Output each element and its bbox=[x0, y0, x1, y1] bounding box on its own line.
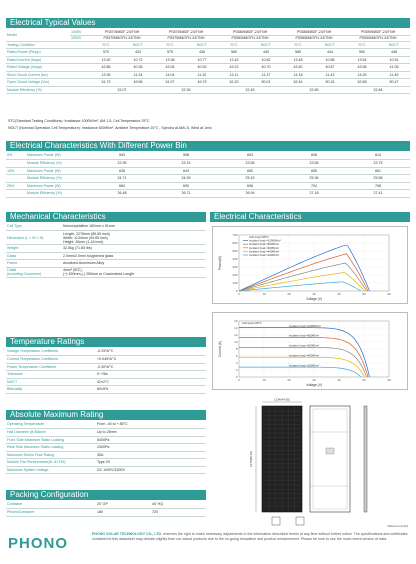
temperature-value: 0~+5w bbox=[96, 371, 206, 379]
bin-cell: 696 bbox=[218, 182, 282, 190]
module-drawing bbox=[212, 396, 408, 528]
x-tick-label: 20 bbox=[287, 378, 291, 382]
bin-cell: 650 bbox=[218, 167, 282, 175]
legend-item: Incident Irrad.=800W/m² bbox=[249, 242, 280, 247]
note-noct: NOCT (Nominal Operation Cell Temperature): Irradiance 800W/m², Ambient Temperature 20°C , Spectra at AM1.5, Wind at 1m/s bbox=[8, 126, 212, 130]
typical-cell: 41.05 bbox=[378, 64, 410, 72]
y-tick-label: 12 bbox=[234, 333, 238, 337]
typical-cell: 575 bbox=[154, 49, 186, 57]
bin-row bbox=[6, 160, 410, 168]
packing-header: Container bbox=[6, 501, 96, 509]
side-profile bbox=[364, 406, 367, 512]
bin-cell: 24.93 bbox=[154, 175, 218, 183]
section-temperature: Temperature Ratings bbox=[6, 337, 206, 347]
typical-cell: 10.82 bbox=[250, 56, 282, 64]
legend-item: Incident Irrad.=1000W/m² bbox=[289, 323, 321, 328]
y-tick-label: 4 bbox=[235, 361, 238, 365]
noct-label: NOCT bbox=[250, 41, 282, 49]
typical-cell: 444 bbox=[314, 49, 346, 57]
bin-cell: 26.48 bbox=[90, 190, 154, 198]
bin-cell: 23.15 bbox=[154, 160, 218, 168]
typical-cell: 14.25 bbox=[346, 71, 378, 79]
typical-cell: 43.58 bbox=[346, 64, 378, 72]
absolute-value: Type 29 bbox=[96, 459, 206, 467]
typical-cell: 22.84 bbox=[346, 86, 410, 94]
model-1000-4: PS590M8GF-24/TNH bbox=[346, 29, 410, 35]
typical-data-row bbox=[6, 79, 410, 87]
temperature-label: Power Temperature Coefficient bbox=[6, 363, 96, 371]
back-view-panel bbox=[310, 406, 350, 512]
y-tick-label: 0 bbox=[235, 375, 238, 379]
temperature-row bbox=[6, 363, 206, 371]
typical-data-row bbox=[6, 86, 410, 94]
absolute-label: Front Side Maximum Static Loading bbox=[6, 436, 96, 444]
absolute-value: DC 1000V/1500V bbox=[96, 466, 206, 474]
y-tick-label: 300 bbox=[232, 265, 238, 269]
mechanical-value: 32.5kg (71.65 lbs) bbox=[62, 245, 206, 253]
typical-cell: 22.45 bbox=[218, 86, 282, 94]
legend-item: Incident Irrad.=400W/m² bbox=[249, 249, 280, 254]
bin-cell: 702 bbox=[282, 182, 346, 190]
temperature-value: 80±5% bbox=[96, 386, 206, 394]
typical-row-label: Rated Voltage (Vmpp) bbox=[6, 64, 90, 72]
y-tick-label: 500 bbox=[232, 249, 238, 253]
bin-percent: 15% bbox=[6, 167, 26, 175]
bin-cell: 638 bbox=[90, 167, 154, 175]
typical-cell: 448 bbox=[378, 49, 410, 57]
typical-cell: 585 bbox=[282, 49, 314, 57]
bin-cell: 598 bbox=[154, 152, 218, 160]
footer-disclaimer bbox=[92, 532, 408, 542]
temperature-label: Tolerance bbox=[6, 371, 96, 379]
typical-data-row bbox=[6, 49, 410, 57]
typical-cell: 10.72 bbox=[122, 56, 154, 64]
typical-cell: 440 bbox=[250, 49, 282, 57]
packing-cell: 180 bbox=[96, 509, 151, 517]
y-tick-label: 400 bbox=[232, 257, 238, 261]
junction-box bbox=[326, 448, 334, 454]
absolute-row bbox=[6, 429, 206, 437]
temperature-value: -0.25%/°C bbox=[96, 348, 206, 356]
bin-cell: 27.41 bbox=[346, 190, 410, 198]
absolute-label: Module Fire Performance(UL 61730) bbox=[6, 459, 96, 467]
absolute-table bbox=[6, 421, 206, 474]
typical-cell: 22.26 bbox=[154, 86, 218, 94]
bin-row-label: Module Efficiency (%) bbox=[26, 175, 90, 183]
legend-item: Incident Irrad.=200W/m² bbox=[249, 253, 280, 257]
bin-cell: 27.18 bbox=[282, 190, 346, 198]
packing-header: 40' HQ bbox=[151, 501, 206, 509]
testing-condition-label: Testing Condition bbox=[6, 41, 90, 49]
mechanical-label: Cell Type bbox=[6, 223, 62, 231]
typical-cell: 52.20 bbox=[218, 79, 250, 87]
voltage-1000: 1000V bbox=[70, 29, 90, 35]
legend-item: Incident Irrad.=600W/m² bbox=[289, 343, 320, 348]
y-tick-label: 100 bbox=[232, 281, 238, 285]
typical-cell: 40.36 bbox=[122, 64, 154, 72]
legend-item: Cell temp=25°C bbox=[249, 235, 269, 239]
model-label: Model bbox=[6, 29, 70, 41]
packing-table bbox=[6, 501, 206, 517]
x-axis-label: Voltage (V) bbox=[306, 297, 322, 301]
bin-row-label: Maximum Power (W) bbox=[26, 182, 90, 190]
bin-table bbox=[6, 152, 410, 198]
temperature-row bbox=[6, 348, 206, 356]
footer-text: reserves the right to make necessary adjustments to the information described herein at any time without further notice. The specifications and certificates contained in this datasheet may deviate slightly from our actual products due to the on-going innovation and product enhancement. Please be sure to use the most recent version of data. bbox=[92, 532, 408, 541]
section-electrical-typical: Electrical Typical Values bbox=[6, 18, 410, 28]
x-tick-label: 40 bbox=[337, 378, 341, 382]
legend-item: Incident Irrad.=1000W/m² bbox=[249, 238, 281, 243]
mechanical-label: Weight bbox=[6, 245, 62, 253]
typical-cell: 10.91 bbox=[378, 56, 410, 64]
absolute-value: Up to 25mm bbox=[96, 429, 206, 437]
mechanical-value: Anodized Aluminium Alloy bbox=[62, 260, 206, 268]
series-line-4 bbox=[239, 367, 361, 377]
typical-cell: 52.44 bbox=[282, 79, 314, 87]
model-1500-2: PS580M8GFH-24/TNH bbox=[218, 35, 282, 41]
mechanical-label: Cable (Including Connector) bbox=[6, 267, 62, 277]
height-dimension-label: 2278(89.69) bbox=[249, 450, 253, 468]
model-1000-1: PS575M8GF-24/TNH bbox=[154, 29, 218, 35]
mechanical-label: Frame bbox=[6, 260, 62, 268]
noct-label: NOCT bbox=[314, 41, 346, 49]
typical-cell: 10.86 bbox=[314, 56, 346, 64]
mechanical-label: Glass bbox=[6, 252, 62, 260]
series-line-2 bbox=[239, 347, 367, 377]
module-drawing-svg bbox=[212, 396, 408, 528]
bin-row bbox=[6, 182, 410, 190]
packing-header: 20' GP bbox=[96, 501, 151, 509]
bin-percent: 5% bbox=[6, 152, 26, 160]
bin-percent: 25% bbox=[6, 182, 26, 190]
temperature-value: +0.045%/°C bbox=[96, 356, 206, 364]
absolute-row bbox=[6, 421, 206, 429]
bin-cell: 593 bbox=[90, 152, 154, 160]
mechanical-value: 4mm² (IEC), (+) 450mm,(-) 250mm or Customized Length bbox=[62, 267, 206, 277]
bin-cell: 603 bbox=[218, 152, 282, 160]
absolute-row bbox=[6, 466, 206, 474]
mechanical-row bbox=[6, 252, 206, 260]
mechanical-value: 2.0mm/2.0mm toughened glass bbox=[62, 252, 206, 260]
section-packing: Packing Configuration bbox=[6, 490, 206, 500]
bin-cell: 25.15 bbox=[218, 175, 282, 183]
typical-cell: 50.47 bbox=[378, 79, 410, 87]
y-axis-label: Power(W) bbox=[218, 255, 222, 271]
absolute-label: Operating Temperature bbox=[6, 421, 96, 429]
x-tick-label: 50 bbox=[362, 378, 366, 382]
bin-cell: 25.58 bbox=[346, 175, 410, 183]
legend-item: Incident Irrad.=800W/m² bbox=[289, 333, 320, 338]
current-voltage-chart bbox=[212, 312, 408, 390]
section-mechanical: Mechanical Characteristics bbox=[6, 212, 206, 222]
bin-row-label: Maximum Power (W) bbox=[26, 167, 90, 175]
typical-row-label: Open Circuit Voltage (Voc) bbox=[6, 79, 90, 87]
bin-cell: 23.55 bbox=[282, 160, 346, 168]
typical-cell: 50.01 bbox=[250, 79, 282, 87]
y-axis-label: Current (A) bbox=[218, 341, 222, 357]
bin-cell: 23.55 bbox=[218, 160, 282, 168]
mechanical-value: Length: 2278mm (89.69 inch) Width: 1134mm (44.65 inch) Height: 30mm (1.18 inch) bbox=[62, 231, 206, 245]
legend-item: Incident Irrad.=600W/m² bbox=[249, 245, 280, 250]
typical-cell: 52.68 bbox=[346, 79, 378, 87]
typical-cell: 11.49 bbox=[378, 71, 410, 79]
temperature-row bbox=[6, 386, 206, 394]
typical-cell: 50.24 bbox=[314, 79, 346, 87]
typical-cell: 13.48 bbox=[282, 56, 314, 64]
bin-percent bbox=[6, 175, 26, 183]
absolute-value: 2400Pa bbox=[96, 444, 206, 452]
y-tick-label: 14 bbox=[234, 326, 238, 330]
x-tick-label: 10 bbox=[262, 292, 266, 296]
x-tick-label: 0 bbox=[238, 378, 240, 382]
typical-cell: 590 bbox=[346, 49, 378, 57]
typical-cell: 49.79 bbox=[186, 79, 218, 87]
typical-data-row bbox=[6, 56, 410, 64]
absolute-row bbox=[6, 459, 206, 467]
temperature-label: Current Temperature Coefficient bbox=[6, 356, 96, 364]
legend-item: Incident Irrad.=200W/m² bbox=[289, 363, 320, 368]
section-absolute: Absolute Maximum Rating bbox=[6, 410, 206, 420]
bin-row bbox=[6, 175, 410, 183]
bin-cell: 690 bbox=[154, 182, 218, 190]
bin-row bbox=[6, 152, 410, 160]
bin-row bbox=[6, 167, 410, 175]
mechanical-value: Monocrystalline 182mm x 91mm bbox=[62, 223, 206, 231]
typical-cell: 51.73 bbox=[90, 79, 122, 87]
x-tick-label: 0 bbox=[238, 292, 240, 296]
absolute-row bbox=[6, 451, 206, 459]
temperature-label: Bifaciality bbox=[6, 386, 96, 394]
absolute-label: Maximum Series Fuse Rating bbox=[6, 451, 96, 459]
noct-label: NOCT bbox=[122, 41, 154, 49]
absolute-label: Hail Diameter @ 80km/h bbox=[6, 429, 96, 437]
bin-percent bbox=[6, 160, 26, 168]
model-1500-0: PS570M8GFH-24/TNH bbox=[90, 35, 154, 41]
y-tick-label: 6 bbox=[235, 354, 238, 358]
absolute-value: 30A bbox=[96, 451, 206, 459]
typical-cell: 43.22 bbox=[218, 64, 250, 72]
typical-cell: 10.77 bbox=[186, 56, 218, 64]
bin-cell: 26.94 bbox=[218, 190, 282, 198]
unit-note: Note:mm (inch) bbox=[387, 524, 408, 528]
x-tick-label: 60 bbox=[387, 292, 391, 296]
width-dimension-label: 1134(44.65) bbox=[274, 397, 290, 402]
temperature-value: -0.30%/°C bbox=[96, 363, 206, 371]
absolute-row bbox=[6, 444, 206, 452]
bin-cell: 655 bbox=[282, 167, 346, 175]
typical-cell: 42.86 bbox=[90, 64, 122, 72]
series-line-4 bbox=[239, 282, 361, 291]
temperature-value: 42±2°C bbox=[96, 378, 206, 386]
bin-cell: 26.71 bbox=[154, 190, 218, 198]
model-1000-3: PS585M8GF-24/TNH bbox=[282, 29, 346, 35]
typical-cell: 14.11 bbox=[218, 71, 250, 79]
bin-cell: 644 bbox=[154, 167, 218, 175]
typical-cell: 22.65 bbox=[282, 86, 346, 94]
bin-cell: 25.36 bbox=[282, 175, 346, 183]
typical-cell: 11.37 bbox=[250, 71, 282, 79]
mechanical-row bbox=[6, 245, 206, 253]
bin-cell: 661 bbox=[346, 167, 410, 175]
typical-cell: 580 bbox=[218, 49, 250, 57]
bin-row-label: Maximum Power (W) bbox=[26, 152, 90, 160]
typical-cell: 40.53 bbox=[186, 64, 218, 72]
typical-row-label: Module Efficiency (%) bbox=[6, 86, 90, 94]
y-tick-label: 8 bbox=[235, 347, 238, 351]
bin-row bbox=[6, 190, 410, 198]
frame-section-b bbox=[296, 517, 304, 525]
temperature-row bbox=[6, 371, 206, 379]
temperature-table bbox=[6, 348, 206, 394]
x-tick-label: 10 bbox=[262, 378, 266, 382]
model-1500-4: PS590M8GFH-24/TNH bbox=[346, 35, 410, 41]
typical-data-row bbox=[6, 64, 410, 72]
stc-label: STC bbox=[154, 41, 186, 49]
series-line-3 bbox=[239, 273, 365, 291]
bin-cell: 23.75 bbox=[346, 160, 410, 168]
mechanical-label: Dimension (L × W × H) bbox=[6, 231, 62, 245]
model-1000-2: PS580M8GF-24/TNH bbox=[218, 29, 282, 35]
bin-cell: 24.71 bbox=[90, 175, 154, 183]
model-1000-0: PS570M8GF-24/TNH bbox=[90, 29, 154, 35]
bin-percent bbox=[6, 190, 26, 198]
x-tick-label: 40 bbox=[337, 292, 341, 296]
bin-row-label: Module Efficiency (%) bbox=[26, 190, 90, 198]
y-tick-label: 200 bbox=[232, 273, 238, 277]
voltage-1500: 1500V bbox=[70, 35, 90, 41]
note-stc: STC(Standard Testing Conditions): Irradiance 1000W/m², AM 1.5, Cell Temperature 25°C bbox=[8, 119, 150, 123]
x-tick-label: 30 bbox=[312, 378, 316, 382]
power-voltage-chart bbox=[212, 226, 408, 304]
typical-cell: 13.54 bbox=[346, 56, 378, 64]
typical-row-label: Rated Current (Impp) bbox=[6, 56, 90, 64]
typical-cell: 40.70 bbox=[250, 64, 282, 72]
typical-cell: 436 bbox=[186, 49, 218, 57]
noct-label: NOCT bbox=[378, 41, 410, 49]
temperature-label: Voltage Temperature Coefficient bbox=[6, 348, 96, 356]
typical-cell: 51.97 bbox=[154, 79, 186, 87]
x-tick-label: 20 bbox=[287, 292, 291, 296]
stc-label: STC bbox=[346, 41, 378, 49]
packing-row bbox=[6, 509, 206, 517]
y-tick-label: 0 bbox=[235, 289, 238, 293]
absolute-value: 5400Pa bbox=[96, 436, 206, 444]
y-tick-label: 10 bbox=[234, 340, 238, 344]
bin-row-label: Module Efficiency (%) bbox=[26, 160, 90, 168]
typical-cell: 49.56 bbox=[122, 79, 154, 87]
model-1500-1: PS575M8GFH-24/TNH bbox=[154, 35, 218, 41]
stc-label: STC bbox=[90, 41, 122, 49]
phono-logo: PHONO bbox=[8, 535, 69, 552]
legend-item: Incident Irrad.=400W/m² bbox=[289, 353, 320, 358]
y-tick-label: 600 bbox=[232, 241, 238, 245]
packing-header-row bbox=[6, 501, 206, 509]
mechanical-row bbox=[6, 223, 206, 231]
x-tick-label: 50 bbox=[362, 292, 366, 296]
bin-cell: 684 bbox=[90, 182, 154, 190]
packing-label: Pieces/Container bbox=[6, 509, 96, 517]
typical-cell: 43.04 bbox=[154, 64, 186, 72]
temperature-row bbox=[6, 356, 206, 364]
typical-cell: 570 bbox=[90, 49, 122, 57]
typical-cell: 11.24 bbox=[122, 71, 154, 79]
legend-item: Cell temp=25°C bbox=[242, 321, 262, 325]
temperature-row bbox=[6, 378, 206, 386]
testing-condition-row bbox=[6, 41, 410, 49]
x-axis-label: Voltage (V) bbox=[306, 383, 322, 387]
packing-cell: 720 bbox=[151, 509, 206, 517]
mechanical-row bbox=[6, 260, 206, 268]
typical-cell: 13.42 bbox=[218, 56, 250, 64]
mechanical-table bbox=[6, 223, 206, 278]
bin-cell: 614 bbox=[346, 152, 410, 160]
x-tick-label: 30 bbox=[312, 292, 316, 296]
typical-cell: 11.32 bbox=[186, 71, 218, 79]
typical-cell: 13.95 bbox=[90, 71, 122, 79]
bin-cell: 708 bbox=[346, 182, 410, 190]
absolute-row bbox=[6, 436, 206, 444]
typical-cell: 22.07 bbox=[90, 86, 154, 94]
section-electrical-bin: Electrical Characteristics With Different Power Bin bbox=[6, 141, 410, 151]
typical-cell: 13.36 bbox=[154, 56, 186, 64]
typical-cell: 40.87 bbox=[314, 64, 346, 72]
typical-data-row bbox=[6, 71, 410, 79]
typical-cell: 14.04 bbox=[154, 71, 186, 79]
bin-cell: 608 bbox=[282, 152, 346, 160]
footer-company: PHONO SOLAR TECHNOLOGY CO., LTD. bbox=[92, 532, 163, 536]
absolute-value: From -40 to + 85°C bbox=[96, 421, 206, 429]
absolute-label: Maximum System Voltage bbox=[6, 466, 96, 474]
stc-label: STC bbox=[218, 41, 250, 49]
y-tick-label: 2 bbox=[235, 368, 238, 372]
typical-cell: 13.30 bbox=[90, 56, 122, 64]
stc-label: STC bbox=[282, 41, 314, 49]
typical-row-label: Rated Power (Pmpp) bbox=[6, 49, 90, 57]
typical-row-label: Short Circuit Current (Isc) bbox=[6, 71, 90, 79]
typical-cell: 433 bbox=[122, 49, 154, 57]
frame-section-a bbox=[272, 517, 280, 525]
mechanical-row bbox=[6, 267, 206, 277]
mechanical-row bbox=[6, 231, 206, 245]
y-tick-label: 700 bbox=[232, 233, 238, 237]
noct-label: NOCT bbox=[186, 41, 218, 49]
model-1500-3: PS585M8GFH-24/TNH bbox=[282, 35, 346, 41]
typical-cell: 14.18 bbox=[282, 71, 314, 79]
absolute-label: Rear Side Maximum Static Loading bbox=[6, 444, 96, 452]
section-electrical-char: Electrical Characteristics bbox=[210, 212, 410, 222]
temperature-label: NOCT bbox=[6, 378, 96, 386]
x-tick-label: 60 bbox=[387, 378, 391, 382]
typical-cell: 11.43 bbox=[314, 71, 346, 79]
y-tick-label: 16 bbox=[234, 319, 238, 323]
typical-cell: 43.40 bbox=[282, 64, 314, 72]
typical-table bbox=[6, 29, 410, 94]
bin-cell: 22.95 bbox=[90, 160, 154, 168]
